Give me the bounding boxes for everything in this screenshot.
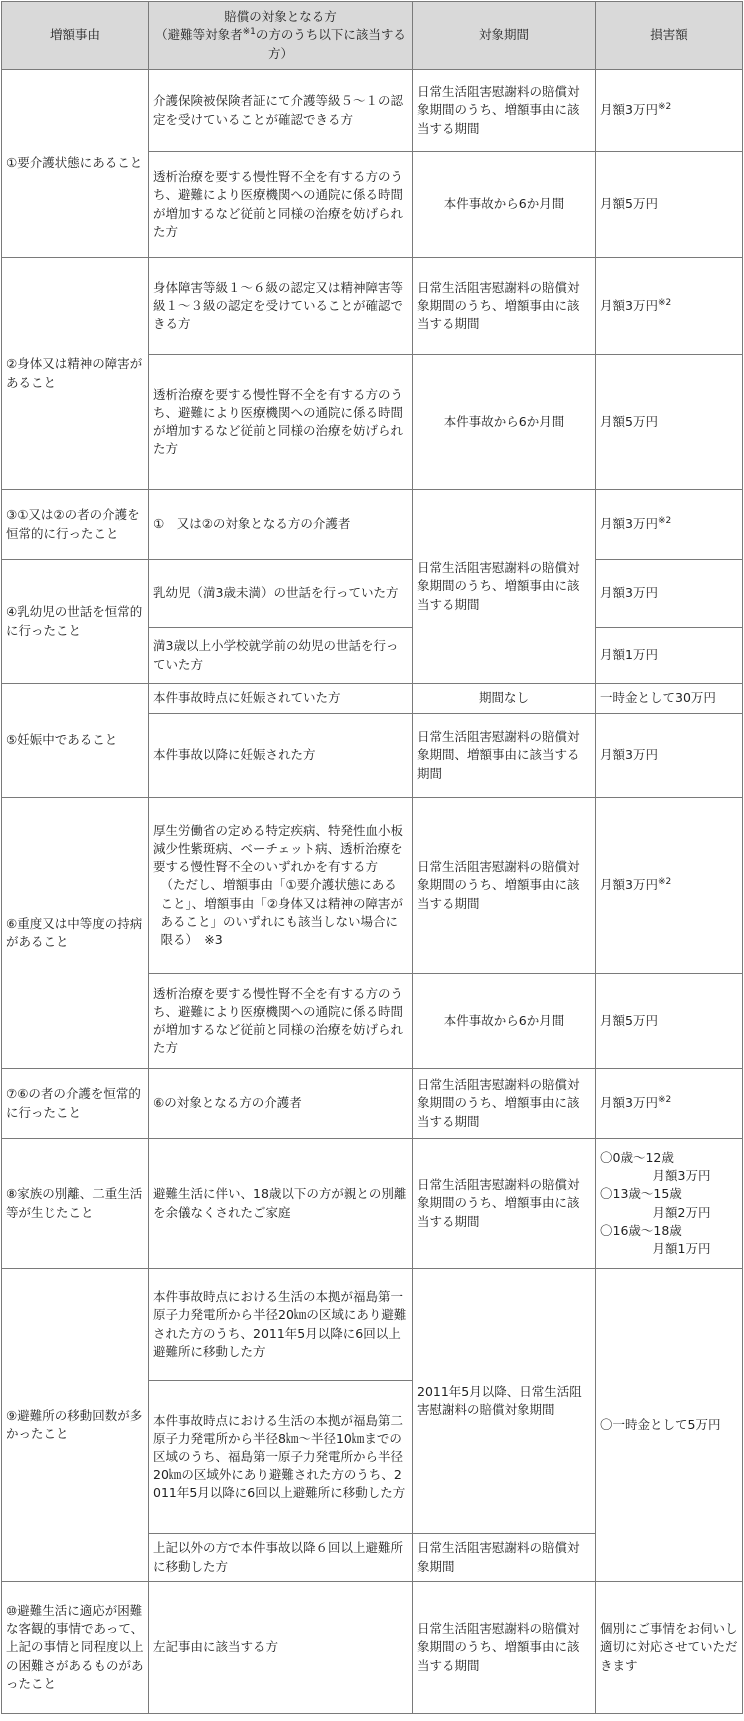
header-target-footnote: ※1 [242, 27, 256, 38]
target-cell-5b: 本件事故以降に妊娠された方 [149, 714, 413, 798]
table-row [2, 1582, 743, 1714]
target-cell-5a: 本件事故時点に妊娠されていた方 [149, 684, 413, 714]
amount-footnote-3: ※2 [657, 516, 672, 527]
reason-cell-4: ④乳幼児の世話を恒常的に行ったこと [2, 560, 149, 684]
target-cell-3: ① 又は②の対象となる方の介護者 [149, 490, 413, 560]
target-cell-9c: 上記以外の方で本件事故以降６回以上避難所に移動した方 [149, 1534, 413, 1582]
compensation-table-container [1, 1, 742, 1714]
table-row [2, 1069, 743, 1139]
reason-cell-7: ⑦⑥の者の介護を恒常的に行ったこと [2, 1069, 149, 1139]
target-cell-1a: 介護保険被保険者証にて介護等級５～１の認定を受けていることが確認できる方 [149, 70, 413, 152]
target-cell-6a [149, 798, 413, 974]
target-cell-10: 左記事由に該当する方 [149, 1582, 413, 1714]
amount-cell-4a: 月額3万円 [596, 560, 743, 628]
amount-text-2a: 月額3万円 [600, 297, 658, 313]
target-cell-6b: 透析治療を要する慢性腎不全を有する方のうち、避難により医療機関への通院に係る時間が増加するなど従前と同様の治療を妨げられた方 [149, 974, 413, 1069]
period-cell-1b: 本件事故から6か月間 [413, 152, 596, 258]
amount-footnote-2a: ※2 [657, 297, 672, 308]
header-target [149, 2, 413, 70]
amount-footnote-7: ※2 [657, 1095, 672, 1106]
amount-cell-1b: 月額5万円 [596, 152, 743, 258]
amount-8-age2: 〇13歳～15歳 [600, 1186, 682, 1202]
period-cell-8: 日常生活阻害慰謝料の賠償対象期間のうち、増額事由に該当する期間 [413, 1139, 596, 1269]
table-row [2, 1139, 743, 1269]
amount-cell-4b: 月額1万円 [596, 628, 743, 684]
target-cell-7: ⑥の対象となる方の介護者 [149, 1069, 413, 1139]
amount-8-val3: 月額1万円 [652, 1240, 711, 1256]
amount-cell-7 [596, 1069, 743, 1139]
header-target-line2a: （避難等対象者 [155, 27, 243, 43]
amount-cell-2a [596, 258, 743, 355]
period-cell-2b: 本件事故から6か月間 [413, 355, 596, 490]
header-period: 対象期間 [413, 2, 596, 70]
header-target-line1: 賠償の対象となる方 [224, 9, 337, 25]
target-text-6a: 厚生労働省の定める特定疾病、特発性血小板減少性紫斑病、ベーチェット病、透析治療を要する慢性腎不全のいずれかを有する方 [153, 823, 404, 875]
amount-cell-2b: 月額5万円 [596, 355, 743, 490]
target-cell-4b: 満3歳以上小学校就学前の幼児の世話を行っていた方 [149, 628, 413, 684]
reason-cell-6: ⑥重度又は中等度の持病があること [2, 798, 149, 1069]
reason-cell-8: ⑧家族の別離、二重生活等が生じたこと [2, 1139, 149, 1269]
table-row [2, 258, 743, 355]
target-cell-9a: 本件事故時点における生活の本拠が福島第一原子力発電所から半径20㎞の区域にあり避難された方のうち、2011年5月以降に6回以上避難所に移動した方 [149, 1269, 413, 1381]
table-row [2, 684, 743, 714]
period-cell-1a: 日常生活阻害慰謝料の賠償対象期間のうち、増額事由に該当する期間 [413, 70, 596, 152]
amount-cell-5b: 月額3万円 [596, 714, 743, 798]
table-row [2, 560, 743, 628]
period-cell-7: 日常生活阻害慰謝料の賠償対象期間のうち、増額事由に該当する期間 [413, 1069, 596, 1139]
reason-cell-10: ⑩避難生活に適応が困難な客観的事情であって、上記の事情と同程度以上の困難さがあるものがあったこと [2, 1582, 149, 1714]
table-row [2, 798, 743, 974]
period-cell-9ab: 2011年5月以降、日常生活阻害慰謝料の賠償対象期間 [413, 1269, 596, 1534]
target-cell-8: 避難生活に伴い、18歳以下の方が親との別離を余儀なくされたご家庭 [149, 1139, 413, 1269]
period-cell-3-4: 日常生活阻害慰謝料の賠償対象期間のうち、増額事由に該当する期間 [413, 490, 596, 684]
amount-footnote-6a: ※2 [657, 877, 672, 888]
header-amount: 損害額 [596, 2, 743, 70]
reason-cell-5: ⑤妊娠中であること [2, 684, 149, 798]
period-cell-6b: 本件事故から6か月間 [413, 974, 596, 1069]
target-cell-4a: 乳幼児（満3歳未満）の世話を行っていた方 [149, 560, 413, 628]
header-target-line2b: の方のうち以下に該当する方） [255, 27, 406, 61]
amount-cell-10: 個別にご事情をお伺いし適切に対応させていただきます [596, 1582, 743, 1714]
period-cell-6a: 日常生活阻害慰謝料の賠償対象期間のうち、増額事由に該当する期間 [413, 798, 596, 974]
target-cell-2b: 透析治療を要する慢性腎不全を有する方のうち、避難により医療機関への通院に係る時間が増加するなど従前と同様の治療を妨げられた方 [149, 355, 413, 490]
reason-cell-3: ③①又は②の者の介護を恒常的に行ったこと [2, 490, 149, 560]
reason-cell-1: ①要介護状態にあること [2, 70, 149, 258]
amount-cell-6a [596, 798, 743, 974]
amount-cell-8 [596, 1139, 743, 1269]
amount-cell-3 [596, 490, 743, 560]
amount-text-7: 月額3万円 [600, 1095, 658, 1111]
table-header-row [2, 2, 743, 70]
reason-cell-2: ②身体又は精神の障害があること [2, 258, 149, 490]
target-note-6a: （ただし、増額事由「①要介護状態にあること」、増額事由「②身体又は精神の障害があること」のいずれにも該当しない場合に限る） ※3 [160, 877, 403, 947]
target-cell-2a: 身体障害等級１～６級の認定又は精神障害等級１～３級の認定を受けていることが確認できる方 [149, 258, 413, 355]
amount-8-val1: 月額3万円 [652, 1168, 711, 1184]
table-row [2, 490, 743, 560]
amount-text-6a: 月額3万円 [600, 877, 658, 893]
amount-footnote-1a: ※2 [657, 102, 672, 113]
amount-text-3: 月額3万円 [600, 516, 658, 532]
compensation-increase-table [1, 1, 743, 1714]
reason-cell-9: ⑨避難所の移動回数が多かったこと [2, 1269, 149, 1582]
amount-cell-5a: 一時金として30万円 [596, 684, 743, 714]
target-cell-9b: 本件事故時点における生活の本拠が福島第二原子力発電所から半径8㎞～半径10㎞までの区域のうち、福島第一原子力発電所から半径20㎞の区域外にあり避難された方のうち、2011年5月以降に6回以上避難所に移動した方 [149, 1381, 413, 1534]
amount-8-val2: 月額2万円 [652, 1204, 711, 1220]
period-cell-10: 日常生活阻害慰謝料の賠償対象期間のうち、増額事由に該当する期間 [413, 1582, 596, 1714]
amount-text-1a: 月額3万円 [600, 102, 658, 118]
period-cell-9c: 日常生活阻害慰謝料の賠償対象期間 [413, 1534, 596, 1582]
table-row [2, 70, 743, 152]
table-row [2, 1269, 743, 1381]
amount-cell-9: 〇一時金として5万円 [596, 1269, 743, 1582]
amount-cell-6b: 月額5万円 [596, 974, 743, 1069]
target-cell-1b: 透析治療を要する慢性腎不全を有する方のうち、避難により医療機関への通院に係る時間が増加するなど従前と同様の治療を妨げられた方 [149, 152, 413, 258]
period-cell-2a: 日常生活阻害慰謝料の賠償対象期間のうち、増額事由に該当する期間 [413, 258, 596, 355]
amount-cell-1a [596, 70, 743, 152]
period-cell-5b: 日常生活阻害慰謝料の賠償対象期間、増額事由に該当する期間 [413, 714, 596, 798]
header-reason: 増額事由 [2, 2, 149, 70]
period-cell-5a: 期間なし [413, 684, 596, 714]
amount-8-age3: 〇16歳～18歳 [600, 1222, 682, 1238]
amount-8-age1: 〇0歳～12歳 [600, 1150, 674, 1166]
